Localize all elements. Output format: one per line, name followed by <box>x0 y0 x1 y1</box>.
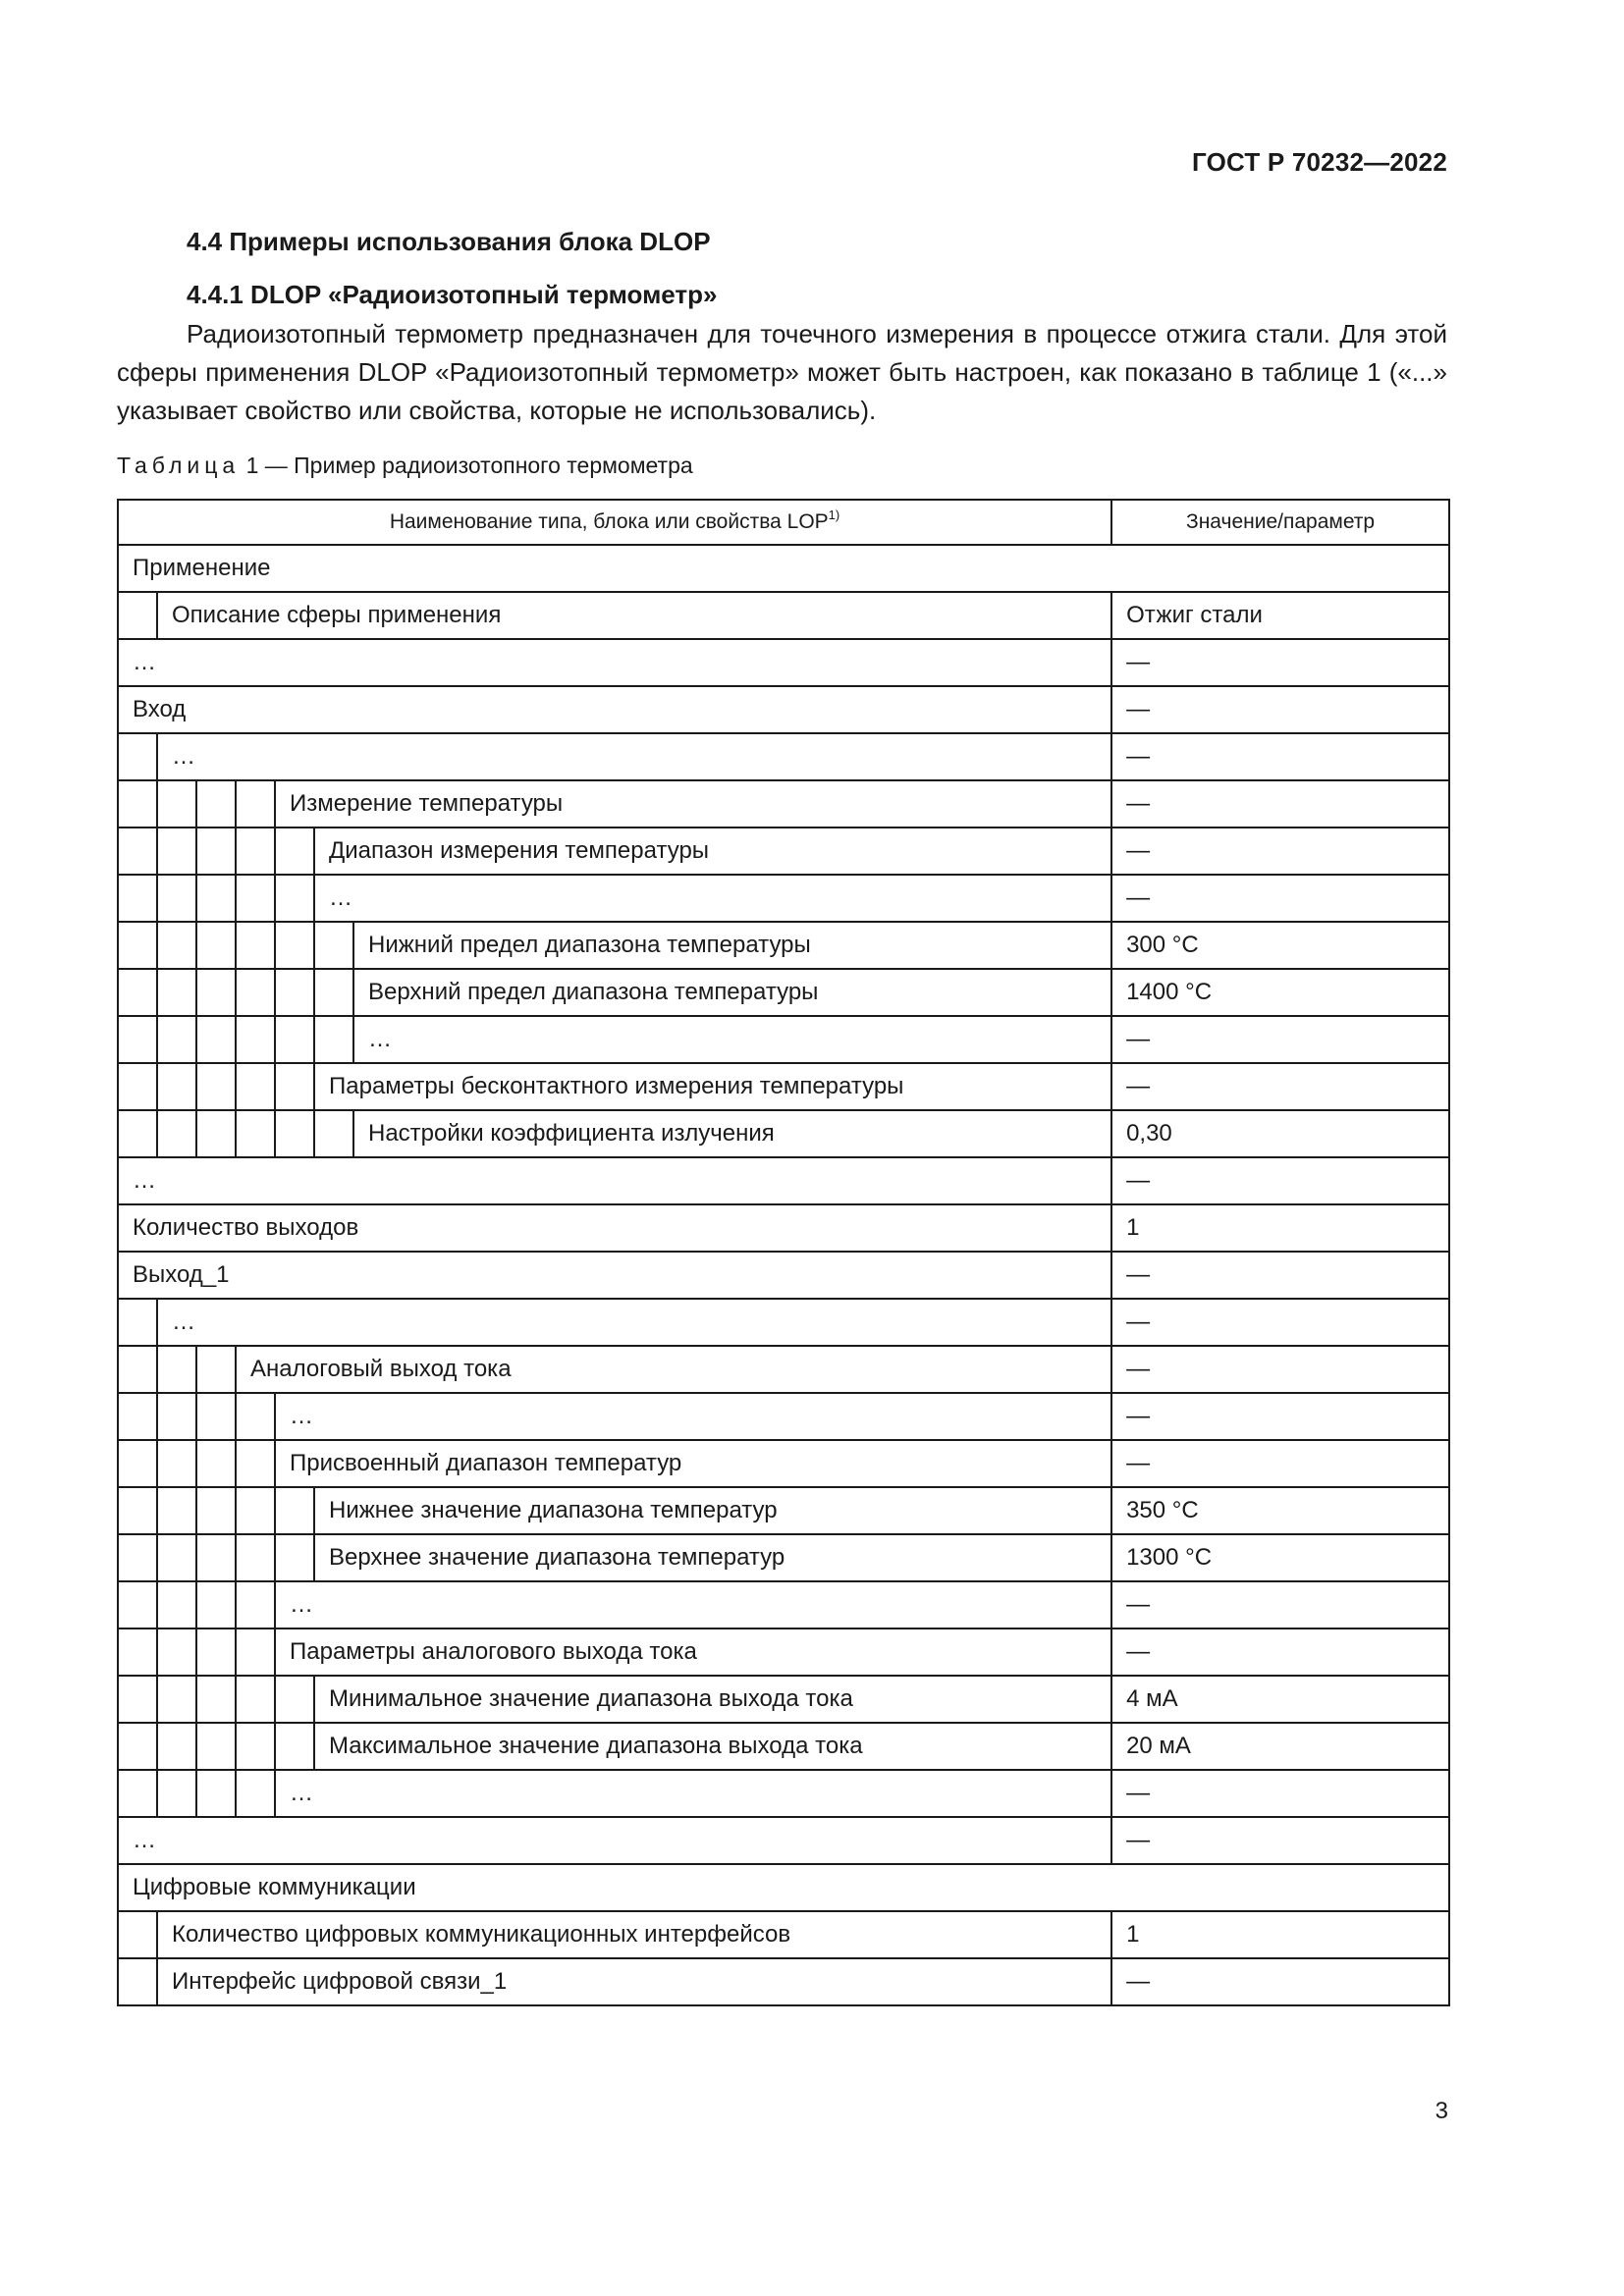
indent-cell <box>157 1629 196 1676</box>
table-row <box>118 639 1449 686</box>
indent-cell <box>196 828 236 875</box>
table-row <box>118 922 1449 969</box>
property-name-cell: Количество выходов <box>118 1204 1111 1252</box>
property-name-cell: Настройки коэффициента излучения <box>353 1110 1111 1157</box>
indent-cell <box>118 780 157 828</box>
indent-cell <box>157 1393 196 1440</box>
table-row <box>118 1723 1449 1770</box>
indent-cell <box>196 1440 236 1487</box>
indent-cell <box>157 1581 196 1629</box>
property-value-cell: Отжиг стали <box>1111 592 1449 639</box>
indent-cell <box>118 1063 157 1110</box>
table-row <box>118 1346 1449 1393</box>
indent-cell <box>196 780 236 828</box>
indent-cell <box>157 780 196 828</box>
property-value-cell: — <box>1111 1063 1449 1110</box>
intro-paragraph: Радиоизотопный термометр предназначен для точечного измерения в процессе отжига стали. Для этой сферы применения DLOP «Радиоизотопный термометр» может быть настроен, как показано в таблице 1 («...» указывает свойство или свойства, которые не использовались). <box>117 319 1447 425</box>
indent-cell <box>275 1534 314 1581</box>
property-name-cell: Измерение температуры <box>275 780 1111 828</box>
footnote-marker: 1) <box>828 507 840 522</box>
indent-cell <box>118 1393 157 1440</box>
indent-cell <box>236 1063 275 1110</box>
property-name-cell: Верхний предел диапазона температуры <box>353 969 1111 1016</box>
indent-cell <box>314 969 353 1016</box>
indent-cell <box>118 1911 157 1958</box>
indent-cell <box>236 922 275 969</box>
table-row <box>118 780 1449 828</box>
property-name-cell: … <box>275 1581 1111 1629</box>
property-name-cell: Описание сферы применения <box>157 592 1111 639</box>
property-name-cell: Параметры бесконтактного измерения температуры <box>314 1063 1111 1110</box>
indent-cell <box>236 1440 275 1487</box>
indent-cell <box>118 875 157 922</box>
indent-cell <box>314 1110 353 1157</box>
property-name-cell: Максимальное значение диапазона выхода тока <box>314 1723 1111 1770</box>
indent-cell <box>157 875 196 922</box>
indent-cell <box>157 1110 196 1157</box>
indent-cell <box>118 1723 157 1770</box>
property-value-cell: — <box>1111 1629 1449 1676</box>
property-value-cell: — <box>1111 686 1449 733</box>
indent-cell <box>157 969 196 1016</box>
indent-cell <box>196 1723 236 1770</box>
property-name-cell: … <box>353 1016 1111 1063</box>
table-row <box>118 1911 1449 1958</box>
property-value-cell: — <box>1111 1958 1449 2005</box>
indent-cell <box>157 1676 196 1723</box>
indent-cell <box>118 828 157 875</box>
indent-cell <box>196 922 236 969</box>
indent-cell <box>236 1723 275 1770</box>
indent-cell <box>275 922 314 969</box>
property-name-cell: Вход <box>118 686 1111 733</box>
table-row <box>118 686 1449 733</box>
indent-cell <box>275 1676 314 1723</box>
indent-cell <box>157 1016 196 1063</box>
name-column-header-text: Наименование типа, блока или свойства LOP <box>389 510 829 533</box>
property-name-cell: … <box>157 1299 1111 1346</box>
property-value-cell: — <box>1111 1252 1449 1299</box>
table-row <box>118 733 1449 780</box>
property-value-cell: — <box>1111 1770 1449 1817</box>
indent-cell <box>236 969 275 1016</box>
indent-cell <box>118 1487 157 1534</box>
indent-cell <box>236 1487 275 1534</box>
property-name-cell: Нижний предел диапазона температуры <box>353 922 1111 969</box>
indent-cell <box>236 1629 275 1676</box>
property-value-cell: 300 °C <box>1111 922 1449 969</box>
indent-cell <box>236 1016 275 1063</box>
table-row <box>118 1157 1449 1204</box>
table-row <box>118 828 1449 875</box>
indent-cell <box>196 875 236 922</box>
indent-cell <box>118 1299 157 1346</box>
property-value-cell: — <box>1111 1157 1449 1204</box>
indent-cell <box>118 969 157 1016</box>
indent-cell <box>196 969 236 1016</box>
property-value-cell: — <box>1111 1581 1449 1629</box>
indent-cell <box>275 828 314 875</box>
property-value-cell: — <box>1111 875 1449 922</box>
indent-cell <box>157 922 196 969</box>
property-value-cell: — <box>1111 1346 1449 1393</box>
table-caption-word: Таблица <box>117 453 241 478</box>
table-row <box>118 1958 1449 2005</box>
property-name-cell: … <box>157 733 1111 780</box>
indent-cell <box>196 1770 236 1817</box>
property-value-cell: 1300 °C <box>1111 1534 1449 1581</box>
property-value-cell: 1 <box>1111 1204 1449 1252</box>
indent-cell <box>118 922 157 969</box>
property-value-cell: 350 °C <box>1111 1487 1449 1534</box>
indent-cell <box>196 1581 236 1629</box>
indent-cell <box>236 1393 275 1440</box>
property-name-cell: … <box>314 875 1111 922</box>
property-name-cell: Диапазон измерения температуры <box>314 828 1111 875</box>
property-name-cell: … <box>118 639 1111 686</box>
value-column-header: Значение/параметр <box>1111 500 1449 545</box>
table-row <box>118 1534 1449 1581</box>
property-value-cell: 1 <box>1111 1911 1449 1958</box>
indent-cell <box>118 1110 157 1157</box>
indent-cell <box>196 1063 236 1110</box>
indent-cell <box>118 1581 157 1629</box>
indent-cell <box>196 1016 236 1063</box>
indent-cell <box>314 922 353 969</box>
document-code: ГОСТ Р 70232—2022 <box>1192 147 1447 177</box>
indent-cell <box>196 1534 236 1581</box>
indent-cell <box>275 875 314 922</box>
indent-cell <box>118 592 157 639</box>
indent-cell <box>236 1581 275 1629</box>
property-name-cell: … <box>275 1770 1111 1817</box>
table-row <box>118 1864 1449 1911</box>
table-row <box>118 1487 1449 1534</box>
property-value-cell: — <box>1111 639 1449 686</box>
property-name-cell: … <box>118 1157 1111 1204</box>
indent-cell <box>236 1770 275 1817</box>
property-value-cell: — <box>1111 1016 1449 1063</box>
property-name-cell: Количество цифровых коммуникационных интерфейсов <box>157 1911 1111 1958</box>
table-row <box>118 1629 1449 1676</box>
indent-cell <box>275 969 314 1016</box>
property-value-cell: — <box>1111 733 1449 780</box>
table-row <box>118 1440 1449 1487</box>
indent-cell <box>275 1110 314 1157</box>
property-value-cell: — <box>1111 828 1449 875</box>
indent-cell <box>236 875 275 922</box>
indent-cell <box>118 733 157 780</box>
indent-cell <box>157 1440 196 1487</box>
indent-cell <box>118 1346 157 1393</box>
table-row <box>118 1581 1449 1629</box>
property-value-cell: — <box>1111 1299 1449 1346</box>
property-name-cell: Выход_1 <box>118 1252 1111 1299</box>
property-value-cell: — <box>1111 780 1449 828</box>
table-row <box>118 875 1449 922</box>
indent-cell <box>275 1487 314 1534</box>
property-name-cell: Аналоговый выход тока <box>236 1346 1111 1393</box>
indent-cell <box>157 1063 196 1110</box>
table-row <box>118 1770 1449 1817</box>
indent-cell <box>157 1534 196 1581</box>
indent-cell <box>118 1440 157 1487</box>
table-row <box>118 592 1449 639</box>
property-name-cell: Присвоенный диапазон температур <box>275 1440 1111 1487</box>
table-row <box>118 1817 1449 1864</box>
table-row <box>118 1299 1449 1346</box>
table-row <box>118 1393 1449 1440</box>
indent-cell <box>275 1723 314 1770</box>
indent-cell <box>157 828 196 875</box>
indent-cell <box>275 1063 314 1110</box>
indent-cell <box>275 1016 314 1063</box>
indent-cell <box>196 1346 236 1393</box>
property-value-cell: 0,30 <box>1111 1110 1449 1157</box>
table-row <box>118 1063 1449 1110</box>
table-caption-title: 1 — Пример радиоизотопного термометра <box>240 453 693 478</box>
indent-cell <box>196 1676 236 1723</box>
indent-cell <box>118 1629 157 1676</box>
table-row <box>118 1676 1449 1723</box>
page-number: 3 <box>1435 2098 1448 2124</box>
subsection-heading: 4.4.1 DLOP «Радиоизотопный термометр» <box>187 280 718 309</box>
indent-cell <box>157 1723 196 1770</box>
property-name-cell: Нижнее значение диапазона температур <box>314 1487 1111 1534</box>
indent-cell <box>236 780 275 828</box>
indent-cell <box>118 1676 157 1723</box>
property-value-cell: 20 мА <box>1111 1723 1449 1770</box>
indent-cell <box>236 828 275 875</box>
property-name-cell: Верхнее значение диапазона температур <box>314 1534 1111 1581</box>
property-name-cell: Цифровые коммуникации <box>118 1864 1449 1911</box>
table-row <box>118 1252 1449 1299</box>
table-row <box>118 1204 1449 1252</box>
property-value-cell: — <box>1111 1440 1449 1487</box>
indent-cell <box>196 1393 236 1440</box>
indent-cell <box>157 1770 196 1817</box>
property-value-cell: 4 мА <box>1111 1676 1449 1723</box>
table-row <box>118 545 1449 592</box>
table-row <box>118 1016 1449 1063</box>
property-name-cell: Интерфейс цифровой связи_1 <box>157 1958 1111 2005</box>
indent-cell <box>196 1487 236 1534</box>
property-name-cell: … <box>118 1817 1111 1864</box>
indent-cell <box>118 1016 157 1063</box>
indent-cell <box>196 1110 236 1157</box>
indent-cell <box>236 1676 275 1723</box>
property-value-cell: — <box>1111 1817 1449 1864</box>
table-caption <box>117 453 693 479</box>
indent-cell <box>157 1487 196 1534</box>
lop-table <box>117 499 1450 2006</box>
indent-cell <box>196 1629 236 1676</box>
section-heading: 4.4 Примеры использования блока DLOP <box>187 227 711 256</box>
table-row <box>118 1110 1449 1157</box>
indent-cell <box>236 1110 275 1157</box>
property-name-cell: Минимальное значение диапазона выхода тока <box>314 1676 1111 1723</box>
indent-cell <box>157 1346 196 1393</box>
indent-cell <box>314 1016 353 1063</box>
table-header-row <box>118 500 1449 545</box>
property-name-cell: Применение <box>118 545 1449 592</box>
indent-cell <box>118 1534 157 1581</box>
name-column-header <box>118 500 1111 545</box>
indent-cell <box>118 1958 157 2005</box>
property-name-cell: Параметры аналогового выхода тока <box>275 1629 1111 1676</box>
property-name-cell: … <box>275 1393 1111 1440</box>
table-row <box>118 969 1449 1016</box>
indent-cell <box>118 1770 157 1817</box>
indent-cell <box>236 1534 275 1581</box>
property-value-cell: — <box>1111 1393 1449 1440</box>
property-value-cell: 1400 °C <box>1111 969 1449 1016</box>
